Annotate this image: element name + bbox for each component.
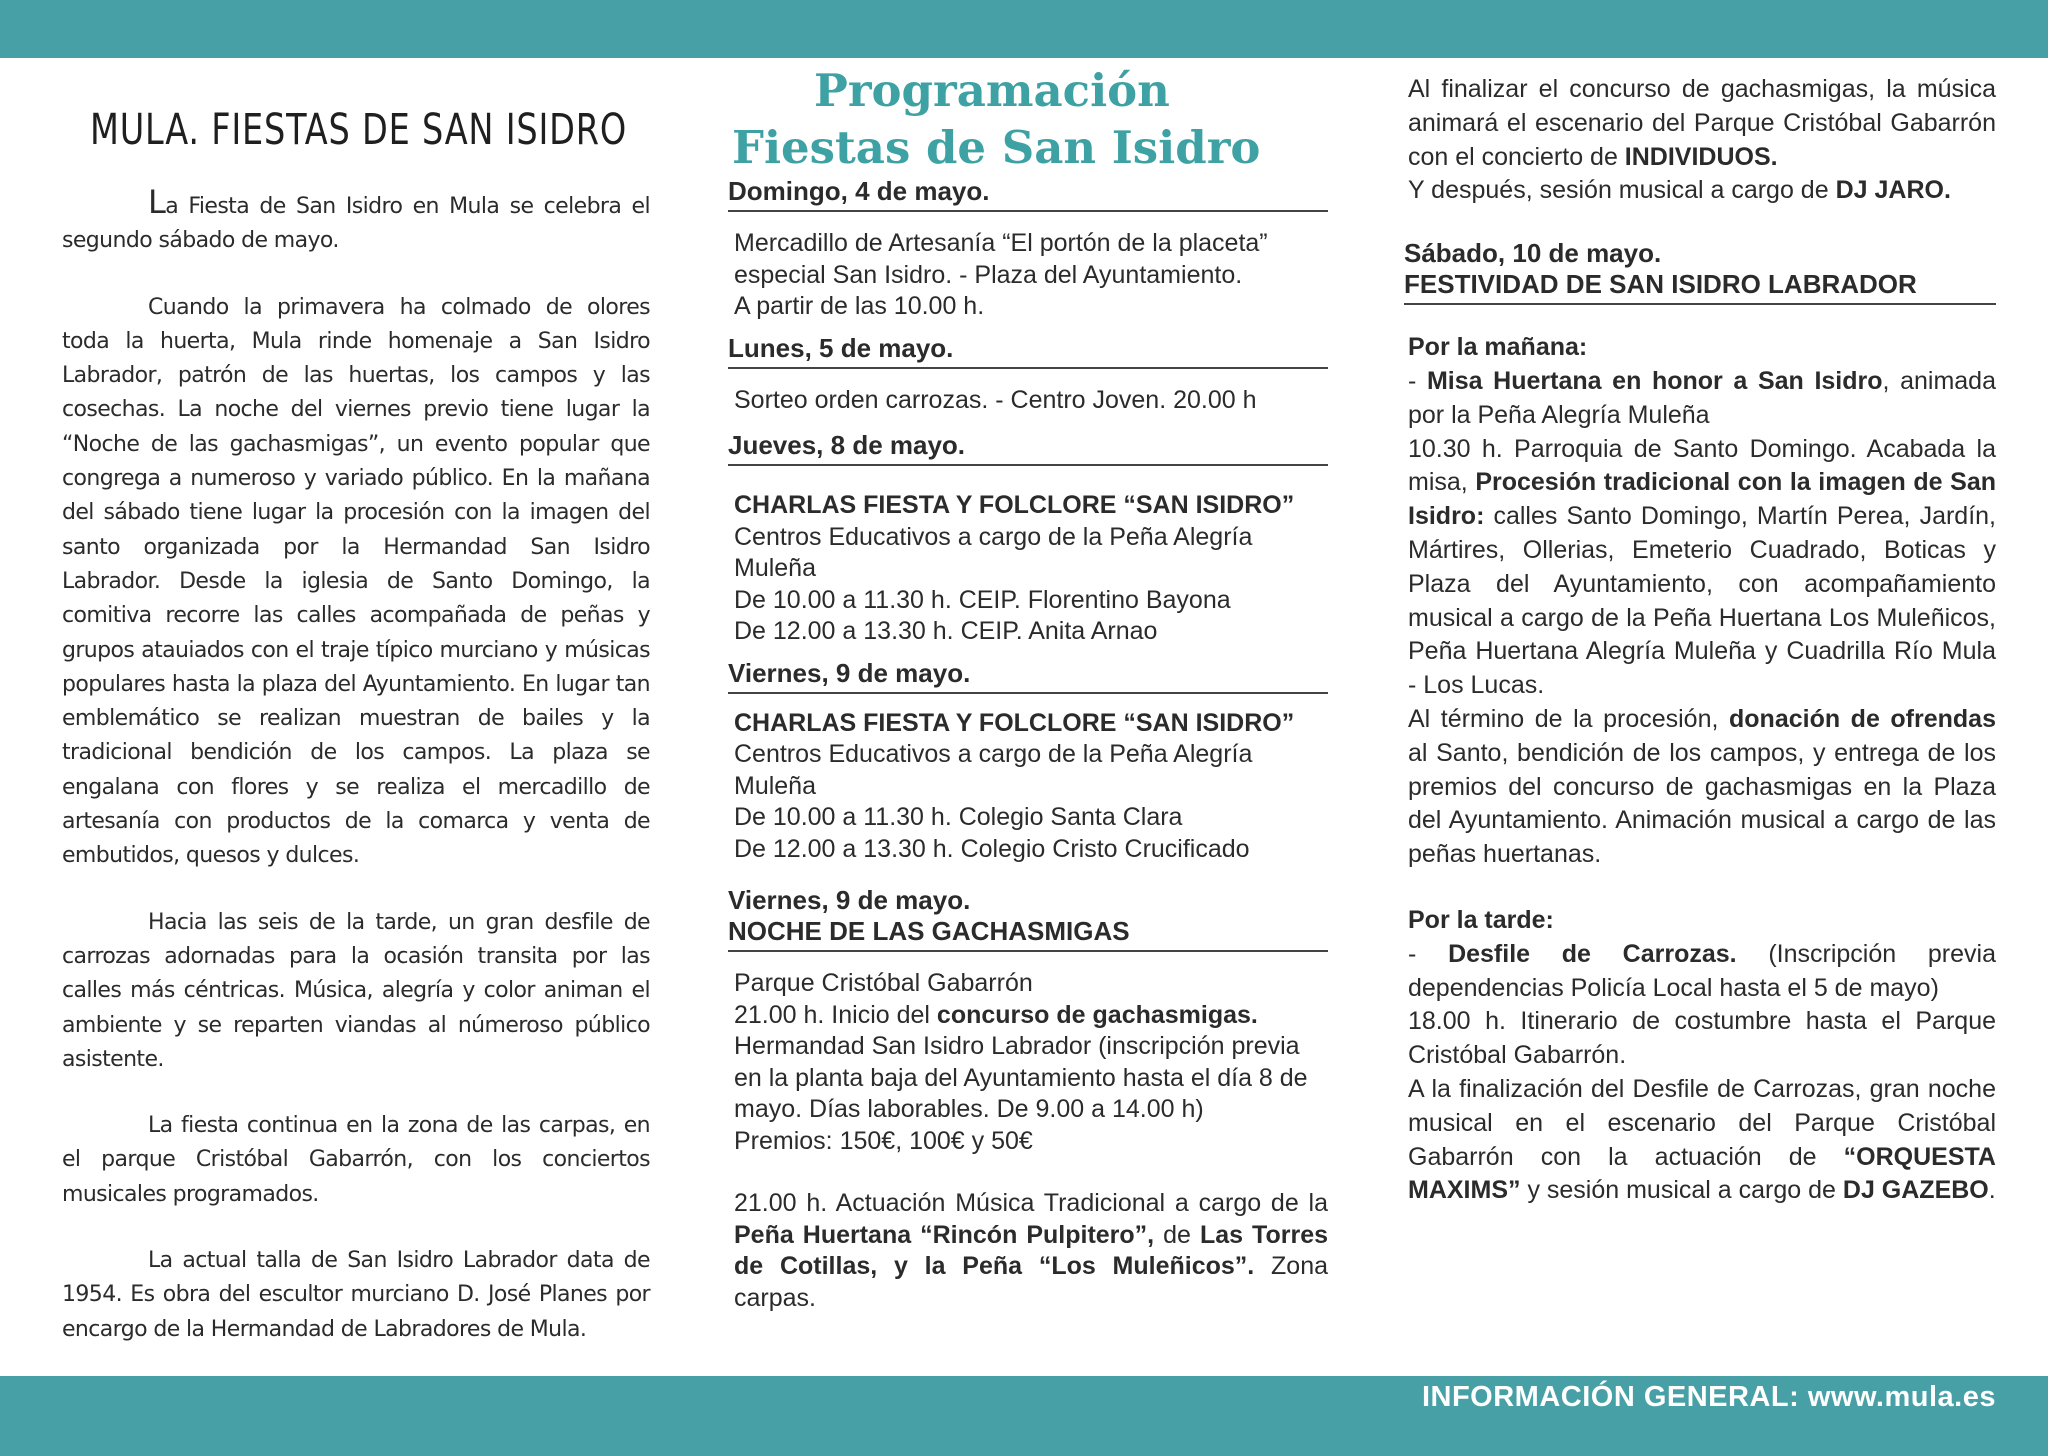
text: - <box>1408 939 1449 968</box>
event-line: Centros Educativos a cargo de la Peña Alegría Muleña <box>734 740 1253 800</box>
section-heading-title: NOCHE DE LAS GACHASMIGAS <box>728 916 1130 946</box>
event-line: De 10.00 a 11.30 h. CEIP. Florentino Bayona <box>734 585 1231 614</box>
text: Y después, sesión musical a cargo de <box>1408 176 1836 205</box>
event-line: A partir de las 10.00 h. <box>734 292 985 320</box>
text: 21.00 h. Inicio del <box>734 1000 937 1029</box>
text: - <box>1408 366 1427 395</box>
section-body <box>1404 331 1996 1208</box>
text: (Inscripción previa dependencias Policía Local hasta el 5 de mayo) <box>1408 939 1996 1002</box>
event-line: Centros Educativos a cargo de la Peña Alegría Muleña <box>734 522 1253 582</box>
program-title-line2: Fiestas de San Isidro <box>732 121 1261 174</box>
event-title: CHARLAS FIESTA Y FOLCLORE “SAN ISIDRO” <box>734 708 1295 737</box>
bold-text: Misa Huertana en honor a San Isidro <box>1426 366 1883 395</box>
bold-text: Peña Huertana “Rincón Pulpitero”, <box>734 1220 1155 1249</box>
section-heading: Lunes, 5 de mayo. <box>728 333 1328 369</box>
bold-text: concurso de gachasmigas. <box>936 1000 1258 1029</box>
intro-paragraph: La actual talla de San Isidro Labrador data de 1954. Es obra del escultor murciano D. José Planes por encargo de la Hermandad de Labradores de Mula. <box>62 1248 650 1342</box>
paragraph: 18.00 h. Itinerario de costumbre hasta el Parque Cristóbal Gabarrón. <box>1408 1007 1996 1070</box>
event-line <box>734 1188 1328 1314</box>
bold-text: INDIVIDUOS. <box>1624 142 1778 171</box>
paragraph <box>1408 938 1996 1006</box>
text: Zona carpas. <box>734 1252 1328 1312</box>
paragraph <box>1408 1073 1996 1208</box>
paragraph <box>1408 365 1996 433</box>
intro-paragraph: La Fiesta de San Isidro en Mula se celebra el segundo sábado de mayo. <box>62 183 650 254</box>
text: , animada por la Peña Alegría Muleña <box>1408 366 1996 429</box>
text: y sesión musical a cargo de <box>1520 1176 1843 1205</box>
paragraph <box>1408 174 1996 208</box>
page-title: MULA. FIESTAS DE SAN ISIDRO <box>90 105 628 155</box>
program-column <box>728 62 1328 1324</box>
intro-text <box>1404 73 1996 208</box>
text: 21.00 h. Actuación Música Tradicional a cargo de la <box>734 1189 1328 1217</box>
subheading: Por la tarde: <box>1408 905 1554 934</box>
section-heading: Jueves, 8 de mayo. <box>728 430 1328 466</box>
top-band <box>0 0 2048 58</box>
bold-text: donación de ofrendas <box>1729 704 1996 733</box>
paragraph <box>1408 703 1996 872</box>
intro-paragraph: La fiesta continua en la zona de las carpas, en el parque Cristóbal Gabarrón, con los conciertos musicales programados. <box>62 1113 650 1207</box>
text: 10.30 h. Parroquia de Santo Domingo. Acabada la misa, <box>1408 434 1996 497</box>
paragraph <box>1408 433 1996 703</box>
section-heading-date: Viernes, 9 de mayo. <box>728 885 971 915</box>
event-line: De 12.00 a 13.30 h. CEIP. Anita Arnao <box>734 617 1158 645</box>
bold-text: Desfile de Carrozas. <box>1448 939 1737 968</box>
text: Al término de la procesión, <box>1408 704 1729 733</box>
text: calles Santo Domingo, Martín Perea, Jardín, Mártires, Ollerias, Emeterio Cuadrado, Boticas y Plaza del Ayuntamiento, con acompañamiento musical a cargo de la Peña Huertana Los Muleñicos, Peña Huertana Alegría Muleña y Cuadrilla Río Mula - Los Lucas. <box>1408 502 1996 700</box>
section-body <box>728 968 1328 1314</box>
section-body <box>728 385 1328 417</box>
section-heading <box>1404 238 1996 305</box>
event-line: Premios: 150€, 100€ y 50€ <box>734 1126 1033 1155</box>
event-line: Sorteo orden carrozas. - Centro Joven. 20.00 h <box>734 385 1257 414</box>
footer-info: INFORMACIÓN GENERAL: www.mula.es <box>1421 1381 1996 1413</box>
text: de <box>1154 1220 1200 1249</box>
section-heading-title: FESTIVIDAD DE SAN ISIDRO LABRADOR <box>1404 269 1917 300</box>
event-line: Parque Cristóbal Gabarrón <box>734 969 1033 997</box>
paragraph <box>1408 73 1996 174</box>
text: Al finalizar el concurso de gachasmigas, la música animará el escenario del Parque Cristóbal Gabarrón con el concierto de <box>1408 75 1996 171</box>
event-title: CHARLAS FIESTA Y FOLCLORE “SAN ISIDRO” <box>734 491 1295 519</box>
text: A la finalización del Desfile de Carrozas, gran noche musical en el escenario del Parque Cristóbal Gabarrón con la actuación de <box>1408 1074 1996 1171</box>
section-heading <box>728 885 1328 952</box>
intro-paragraph: Hacia las seis de la tarde, un gran desfile de carrozas adornadas para la ocasión transita por las calles más céntricas. Música, alegría y color animan el ambiente y se reparten viandas al númeroso público asistente. <box>62 909 650 1072</box>
event-line <box>734 1000 1328 1032</box>
section-body <box>728 228 1328 323</box>
event-line: Mercadillo de Artesanía “El portón de la placeta” <box>734 229 1268 257</box>
event-line: Hermandad San Isidro Labrador (inscripción previa en la planta baja del Ayuntamiento hasta el día 8 de mayo. Días laborables. De 9.00 a 14.00 h) <box>734 1032 1308 1123</box>
intro-column <box>62 105 650 1379</box>
bold-text: DJ JARO. <box>1835 176 1951 205</box>
section-heading-date: Sábado, 10 de mayo. <box>1404 238 1662 269</box>
text: al Santo, bendición de los campos, y entrega de los premios del concurso de gachasmigas en la Plaza del Ayuntamiento. Animación musical a cargo de las peñas huertanas. <box>1408 738 1996 869</box>
saturday-column <box>1404 73 1996 1218</box>
section-heading: Domingo, 4 de mayo. <box>728 176 1328 212</box>
event-line: De 10.00 a 11.30 h. Colegio Santa Clara <box>734 803 1183 831</box>
section-body <box>728 490 1328 648</box>
bold-text: Procesión tradicional con la imagen de San Isidro: <box>1408 468 1996 531</box>
program-title-line1: Programación <box>814 64 1170 117</box>
section-body <box>728 708 1328 866</box>
text: . <box>1988 1176 1996 1205</box>
event-line: De 12.00 a 13.30 h. Colegio Cristo Crucificado <box>734 834 1250 863</box>
intro-paragraph: Cuando la primavera ha colmado de olores toda la huerta, Mula rinde homenaje a San Isidro Labrador, patrón de las huertas, los campos y las cosechas. La noche del viernes previo tiene lugar la “Noche de las gachasmigas”, un evento popular que congrega a numeroso y variado público. En la mañana del sábado tiene lugar la procesión con la imagen del santo organizada por la Hermandad San Isidro Labrador. Desde la iglesia de Santo Domingo, la comitiva recorre las calles acompañada de peñas y grupos atauiados con el traje típico murciano y músicas populares hasta la plaza del Ayuntamiento. En lugar tan emblemático se realizan muestran de bailes y la tradicional bendición de los campos. La plaza se engalana con flores y se realiza el mercadillo de artesanía con productos de la comarca y venta de embutidos, quesos y dulces. <box>62 294 650 869</box>
bold-text: “ORQUESTA MAXIMS” <box>1408 1142 1996 1205</box>
bold-text: Las Torres de Cotillas, y la Peña “Los Muleñicos”. <box>734 1220 1329 1280</box>
subheading: Por la mañana: <box>1408 333 1588 362</box>
event-line: especial San Isidro. - Plaza del Ayuntamiento. <box>734 260 1243 289</box>
bold-text: DJ GAZEBO <box>1842 1176 1989 1205</box>
section-heading: Viernes, 9 de mayo. <box>728 658 1328 694</box>
